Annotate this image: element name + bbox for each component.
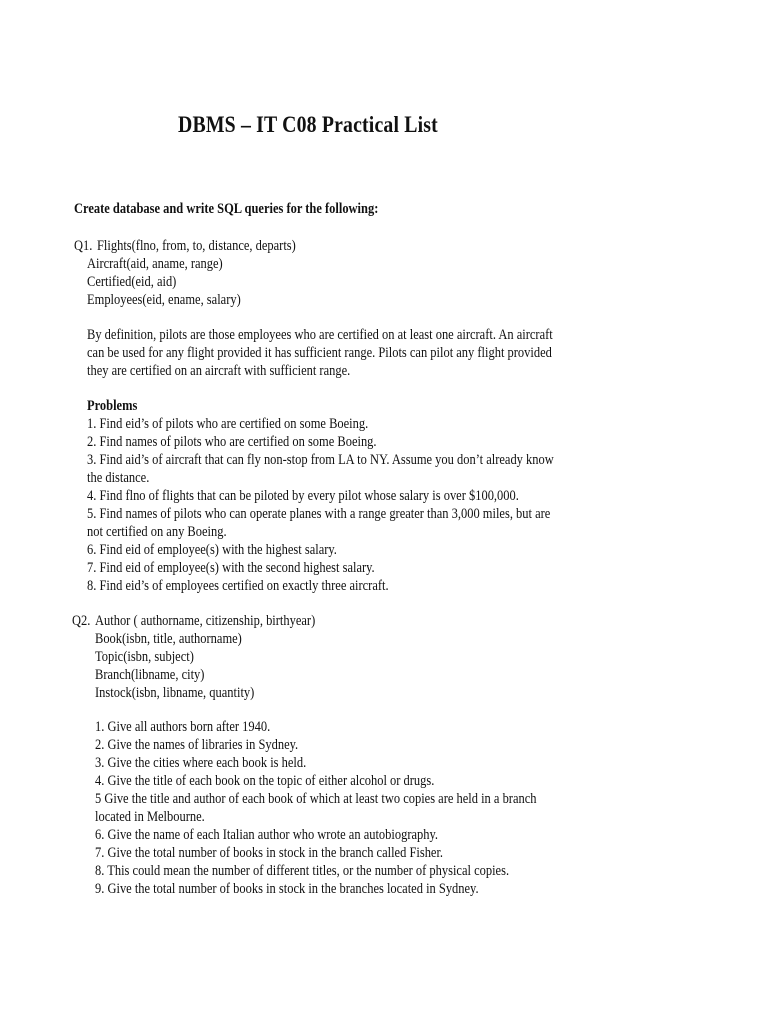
q2-problem-item: 7. Give the total number of books in stock in the branch called Fisher.: [95, 845, 444, 861]
q2-schema-topic: Topic(isbn, subject): [95, 649, 194, 665]
q1-problem-item: 3. Find aid’s of aircraft that can fly non-stop from LA to NY. Assume you don’t already know: [87, 452, 554, 468]
q1-problem-item: not certified on any Boeing.: [87, 524, 227, 540]
q1-label: Q1.: [74, 238, 93, 254]
q1-problem-item: 1. Find eid’s of pilots who are certified on some Boeing.: [87, 416, 369, 432]
q2-problem-item: 9. Give the total number of books in stock in the branches located in Sydney.: [95, 881, 479, 897]
q2-problem-item: 5 Give the title and author of each book of which at least two copies are held in a branch: [95, 791, 537, 807]
q2-schema-instock: Instock(isbn, libname, quantity): [95, 685, 255, 701]
q2-problem-item: 1. Give all authors born after 1940.: [95, 719, 271, 735]
q1-problem-item: 7. Find eid of employee(s) with the second highest salary.: [87, 560, 375, 576]
q1-schema-flights: Flights(flno, from, to, distance, departs): [97, 238, 296, 254]
q1-problem-item: 6. Find eid of employee(s) with the highest salary.: [87, 542, 337, 558]
q1-problem-item: 5. Find names of pilots who can operate planes with a range greater than 3,000 miles, but are: [87, 506, 551, 522]
q2-problem-item: located in Melbourne.: [95, 809, 205, 825]
q2-label: Q2.: [72, 613, 91, 629]
q2-problem-item: 8. This could mean the number of different titles, or the number of physical copies.: [95, 863, 510, 879]
document-title: DBMS – IT C08 Practical List: [178, 112, 438, 137]
q1-problem-item: 8. Find eid’s of employees certified on exactly three aircraft.: [87, 578, 389, 594]
intro-text: Create database and write SQL queries for the following:: [74, 201, 379, 217]
q1-schema-certified: Certified(eid, aid): [87, 274, 177, 290]
q1-definition-line: can be used for any flight provided it has sufficient range. Pilots can pilot any flight provided: [87, 345, 552, 361]
q2-problem-item: 6. Give the name of each Italian author who wrote an autobiography.: [95, 827, 439, 843]
q1-problem-item: 2. Find names of pilots who are certified on some Boeing.: [87, 434, 377, 450]
q1-problem-item: the distance.: [87, 470, 150, 486]
q1-definition-line: they are certified on an aircraft with sufficient range.: [87, 363, 351, 379]
q2-problem-item: 2. Give the names of libraries in Sydney.: [95, 737, 299, 753]
q1-definition-line: By definition, pilots are those employees who are certified on at least one aircraft. An aircraft: [87, 327, 553, 343]
q2-schema-branch: Branch(libname, city): [95, 667, 205, 683]
q1-problem-item: 4. Find flno of flights that can be piloted by every pilot whose salary is over $100,000.: [87, 488, 519, 504]
q2-problem-item: 4. Give the title of each book on the topic of either alcohol or drugs.: [95, 773, 435, 789]
q2-schema-book: Book(isbn, title, authorname): [95, 631, 242, 647]
q1-problems-heading: Problems: [87, 398, 138, 414]
q2-problem-item: 3. Give the cities where each book is held.: [95, 755, 307, 771]
q2-schema-author: Author ( authorname, citizenship, birthyear): [95, 613, 316, 629]
q1-schema-aircraft: Aircraft(aid, aname, range): [87, 256, 223, 272]
q1-schema-employees: Employees(eid, ename, salary): [87, 292, 241, 308]
